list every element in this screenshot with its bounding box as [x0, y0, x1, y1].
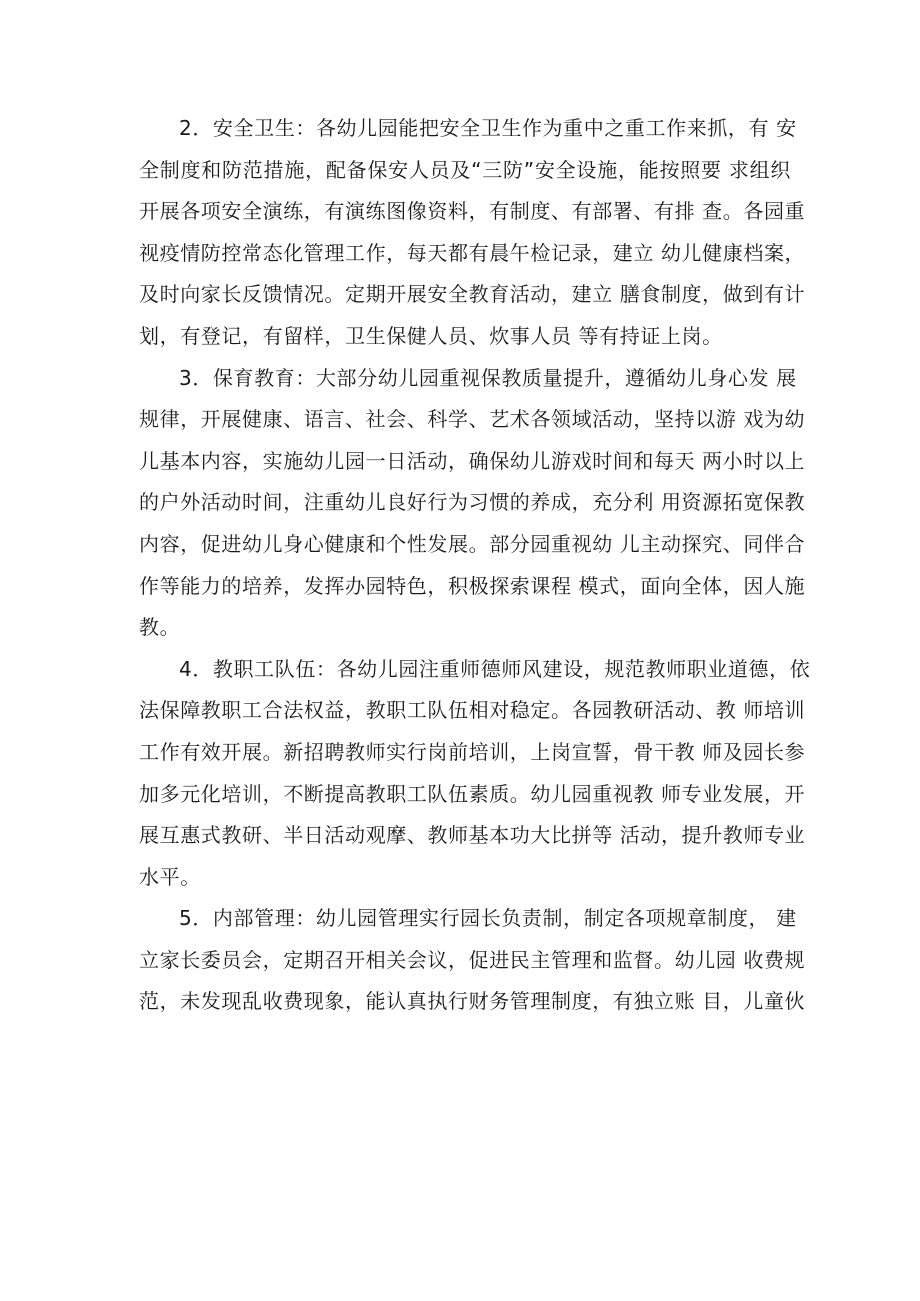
text-line: 水平。 — [139, 864, 201, 889]
text-line: 加多元化培训，不断提高教职工队伍素质。幼儿园重视教 师专业发展，开 — [139, 781, 806, 806]
paragraph-safety-hygiene — [139, 108, 806, 358]
text-line: 儿基本内容，实施幼儿园一日活动，确保幼儿游戏时间和每天 两小时以上 — [139, 448, 806, 473]
text-line: 教。 — [139, 615, 181, 640]
text-line: 范，未发现乱收费现象，能认真执行财务管理制度，有独立账 目，儿童伙 — [139, 989, 806, 1014]
text-line: 开展各项安全演练，有演练图像资料，有制度、有部署、有排 查。各园重 — [139, 199, 806, 224]
text-line: 内容，促进幼儿身心健康和个性发展。部分园重视幼 儿主动探究、同伴合 — [139, 531, 806, 556]
text-line: 及时向家长反馈情况。定期开展安全教育活动，建立 膳食制度，做到有计 — [139, 282, 806, 307]
text-line: 工作有效开展。新招聘教师实行岗前培训，上岗宣誓，骨干教 师及园长参 — [139, 739, 806, 764]
text-line: 划，有登记，有留样，卫生保健人员、炊事人员 等有持证上岗。 — [139, 323, 723, 348]
paragraph-care-education — [139, 358, 806, 649]
text-line: 法保障教职工合法权益，教职工队伍相对稳定。各园教研活动、教 师培训 — [139, 698, 806, 723]
text-line: 的户外活动时间，注重幼儿良好行为习惯的养成，充分利 用资源拓宽保教 — [139, 490, 806, 515]
text-line: 规律，开展健康、语言、社会、科学、艺术各领域活动，坚持以游 戏为幼 — [139, 407, 806, 432]
paragraph-internal-management — [139, 898, 806, 1023]
text-line: 全制度和防范措施，配备保安人员及“三防”安全设施，能按照要 求组织 — [139, 157, 791, 182]
document-body — [139, 108, 811, 1023]
text-line: 立家长委员会，定期召开相关会议，促进民主管理和监督。幼儿园 收费规 — [139, 947, 806, 972]
text-line: 3．保育教育：大部分幼儿园重视保教质量提升，遵循幼儿身心发 展 — [179, 365, 797, 390]
text-line: 作等能力的培养，发挥办园特色，积极探索课程 模式，面向全体，因人施 — [139, 573, 806, 598]
paragraph-staff — [139, 649, 811, 899]
text-line: 4．教职工队伍：各幼儿园注重师德师风建设，规范教师职业道德，依 — [179, 656, 811, 681]
text-line: 2．安全卫生：各幼儿园能把安全卫生作为重中之重工作来抓，有 安 — [179, 116, 797, 140]
text-line: 视疫情防控常态化管理工作，每天都有晨午检记录，建立 幼儿健康档案， — [139, 240, 806, 265]
text-line: 5．内部管理：幼儿园管理实行园长负责制，制定各项规章制度， 建 — [179, 906, 797, 931]
text-line: 展互惠式教研、半日活动观摩、教师基本功大比拼等 活动，提升教师专业 — [139, 823, 806, 848]
